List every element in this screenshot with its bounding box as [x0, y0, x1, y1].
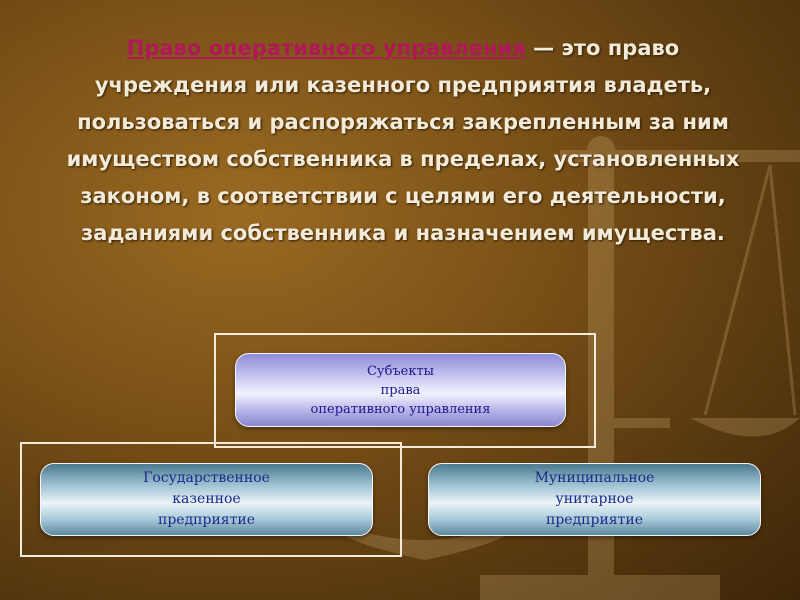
municipal-line-2: унитарное — [555, 491, 634, 507]
state-line-2: казенное — [172, 491, 241, 507]
state-enterprise-box — [40, 463, 373, 536]
municipal-line-3: предприятие — [545, 512, 643, 528]
definition-text — [58, 30, 748, 252]
definition-body: — это право учреждения или казенного предприятия владеть, пользоваться и распоряжаться закрепленным за ним имуществом собственника в пределах, установленных законом, в соответствии с целями его деятельности, заданиями собственника и назначением имущества. — [66, 36, 740, 245]
subjects-line-2: права — [380, 382, 421, 398]
subjects-line-1: Субъекты — [366, 363, 435, 379]
subjects-line-3: оперативного управления — [310, 401, 491, 417]
subjects-box — [235, 353, 566, 427]
municipal-line-1: Муниципальное — [534, 470, 655, 486]
municipal-enterprise-box — [428, 463, 761, 536]
definition-term: Право оперативного управления — [126, 36, 526, 60]
state-line-3: предприятие — [157, 512, 255, 528]
state-line-1: Государственное — [143, 470, 270, 486]
